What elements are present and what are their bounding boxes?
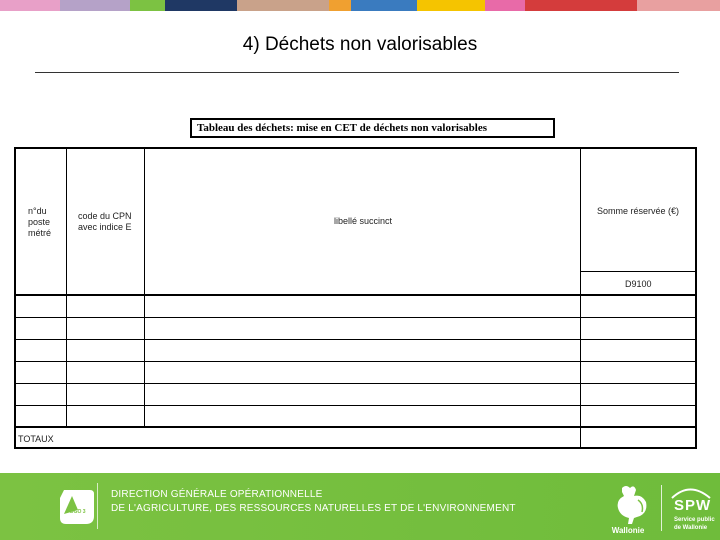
- header-divider: [16, 294, 695, 296]
- title-divider: [35, 72, 679, 73]
- totals-divider: [16, 426, 695, 428]
- row-divider: [16, 383, 695, 384]
- spw-logo-text: SPW: [674, 497, 712, 514]
- footer-department: [111, 488, 516, 516]
- row-divider: [16, 317, 695, 318]
- waste-table: [14, 147, 697, 449]
- color-segment: [0, 0, 60, 11]
- color-segment: [351, 0, 417, 11]
- color-segment: [60, 0, 130, 11]
- column-divider: [580, 149, 581, 447]
- header-post-number: n°du poste métré: [28, 206, 52, 238]
- wallonie-label: Wallonie: [611, 526, 645, 535]
- totals-label: TOTAUX: [18, 434, 54, 444]
- color-segment: [525, 0, 637, 11]
- color-segment: [130, 0, 165, 11]
- header-cpn-code: code du CPN avec indice E: [78, 211, 132, 232]
- row-divider: [16, 361, 695, 362]
- dgo3-logo-label: DGO 3: [70, 509, 86, 515]
- footer-line-2: DE L'AGRICULTURE, DES RESSOURCES NATURELLES ET DE L'ENVIRONNEMENT: [111, 503, 516, 514]
- subheader-divider: [580, 271, 695, 272]
- table-caption: Tableau des déchets: mise en CET de déchets non valorisables: [190, 118, 555, 138]
- header-code-d9100: D9100: [625, 279, 652, 289]
- header-reserved-sum: Somme réservée (€): [597, 206, 680, 216]
- color-segment: [637, 0, 720, 11]
- rooster-icon: [612, 482, 650, 526]
- column-divider: [66, 149, 67, 427]
- row-divider: [16, 339, 695, 340]
- color-segment: [237, 0, 329, 11]
- slide-title: 4) Déchets non valorisables: [242, 34, 478, 55]
- top-color-bar: [0, 0, 720, 11]
- spw-subtitle-2: de Wallonie: [674, 525, 708, 531]
- footer-line-1: DIRECTION GÉNÉRALE OPÉRATIONNELLE: [111, 489, 323, 500]
- color-segment: [417, 0, 485, 11]
- color-segment: [165, 0, 237, 11]
- footer-separator: [661, 485, 662, 531]
- column-divider: [144, 149, 145, 427]
- spw-subtitle-1: Service public: [674, 517, 715, 523]
- row-divider: [16, 405, 695, 406]
- color-segment: [329, 0, 351, 11]
- header-label: libellé succinct: [334, 216, 393, 226]
- dgo3-logo-icon: [56, 486, 96, 528]
- footer-separator: [97, 483, 98, 529]
- color-segment: [485, 0, 525, 11]
- spw-subtitle: [674, 516, 715, 532]
